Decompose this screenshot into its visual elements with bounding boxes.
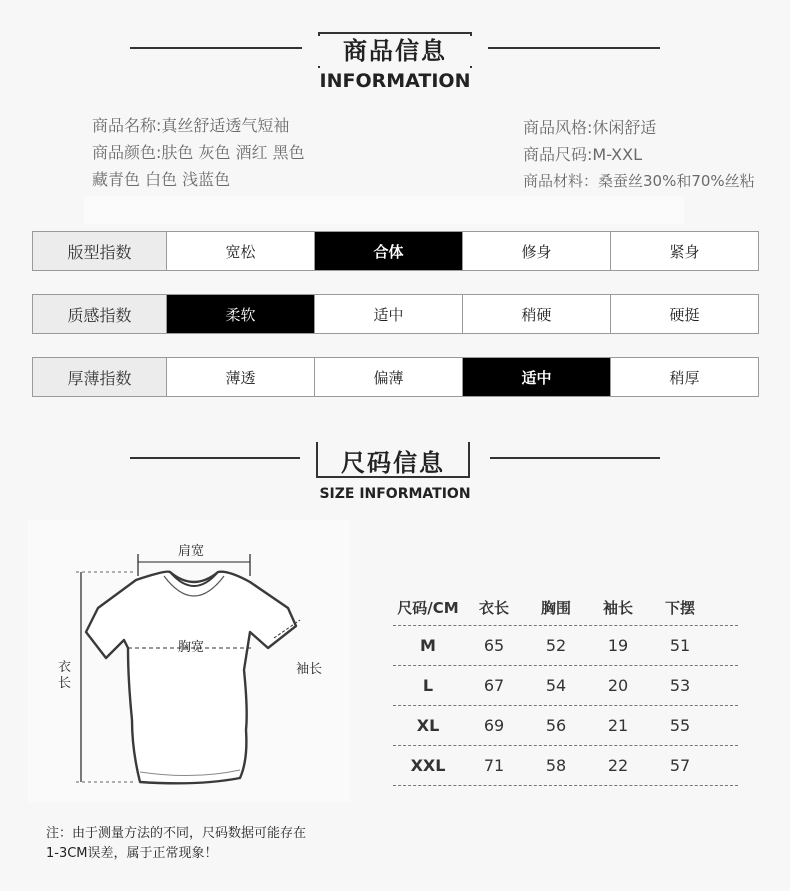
section-title-cn: 商品信息: [318, 36, 472, 66]
size-cell: L: [422, 676, 434, 695]
value-cell: 57: [669, 756, 691, 775]
product-colors-cont: 藏青色 白色 浅蓝色: [92, 170, 231, 189]
value-cell: 22: [607, 756, 629, 775]
measurement-note: [46, 824, 346, 864]
length-label-1: 衣: [58, 660, 72, 675]
divider-strip: [84, 196, 684, 224]
size-table-header: [393, 590, 738, 626]
index-label: 厚薄指数: [33, 358, 167, 396]
size-cell: XL: [416, 716, 440, 735]
value-cell: 21: [607, 716, 629, 735]
texture-option-1: 适中: [315, 295, 463, 333]
index-label: 质感指数: [33, 295, 167, 333]
product-style: 商品风格:休闲舒适: [523, 118, 657, 137]
value-cell: 69: [483, 716, 505, 735]
header-length: 衣长: [478, 599, 509, 617]
header-chest: 胸围: [540, 599, 571, 617]
thickness-option-3: 稍厚: [669, 368, 700, 387]
fit-option-3: 紧身: [669, 242, 700, 261]
product-info-right: [523, 114, 755, 195]
header-line-left: [130, 47, 302, 49]
header-sleeve: 袖长: [602, 599, 633, 617]
value-cell: 53: [669, 676, 691, 695]
value-cell: 19: [607, 636, 629, 655]
header-hem: 下摆: [664, 599, 695, 617]
product-info-left: [92, 112, 305, 193]
table-row: [393, 706, 738, 746]
section-title-cn: 尺码信息: [341, 449, 445, 477]
value-cell: 67: [483, 676, 505, 695]
product-name: 商品名称:真丝舒适透气短袖: [92, 116, 290, 135]
fit-option-0: 宽松: [167, 232, 315, 270]
value-cell: 52: [545, 636, 567, 655]
size-info-header: [0, 440, 790, 510]
header-size: 尺码/CM: [397, 599, 459, 617]
table-row: [393, 746, 738, 786]
fit-option-1: 合体: [315, 232, 463, 270]
texture-option-0: 柔软: [167, 295, 315, 333]
thickness-option-2: 适中: [463, 358, 611, 396]
shoulder-label: 肩宽: [178, 544, 205, 559]
value-cell: 71: [483, 756, 505, 775]
thickness-option-1: 偏薄: [315, 358, 463, 396]
fit-index-row: [32, 231, 759, 271]
texture-option-2: 稍硬: [463, 295, 611, 333]
header-line-right: [490, 457, 660, 459]
product-size: 商品尺码:M-XXL: [523, 145, 643, 164]
table-row: [393, 666, 738, 706]
product-material: 商品材料：桑蚕丝30%和70%丝粘: [523, 172, 755, 190]
sleeve-label: 袖长: [296, 662, 323, 677]
value-cell: 20: [607, 676, 629, 695]
chest-label: 胸宽: [178, 640, 205, 655]
size-cell: M: [420, 636, 436, 655]
garment-diagram: [28, 520, 350, 802]
index-label: 版型指数: [33, 232, 167, 270]
product-colors: 商品颜色:肤色 灰色 酒红 黑色: [92, 143, 305, 162]
length-label-2: 长: [58, 676, 72, 691]
section-title-en: INFORMATION: [319, 70, 471, 92]
thickness-option-0: 薄透: [167, 358, 315, 396]
section-title-en: SIZE INFORMATION: [319, 486, 471, 502]
value-cell: 51: [669, 636, 691, 655]
value-cell: 58: [545, 756, 567, 775]
header-line-left: [130, 457, 300, 459]
note-line-1: 注：由于测量方法的不同，尺码数据可能存在: [46, 826, 307, 841]
fit-option-2: 修身: [463, 232, 611, 270]
size-cell: XXL: [410, 756, 446, 775]
header-line-right: [488, 47, 660, 49]
texture-index-row: [32, 294, 759, 334]
note-line-2: 1-3CM误差，属于正常现象！: [46, 846, 218, 861]
value-cell: 55: [669, 716, 691, 735]
table-row: [393, 626, 738, 666]
product-info-header: [0, 28, 790, 98]
size-table: [393, 590, 738, 786]
texture-option-3: 硬挺: [669, 305, 700, 324]
value-cell: 54: [545, 676, 567, 695]
thickness-index-row: [32, 357, 759, 397]
value-cell: 65: [483, 636, 505, 655]
value-cell: 56: [545, 716, 567, 735]
